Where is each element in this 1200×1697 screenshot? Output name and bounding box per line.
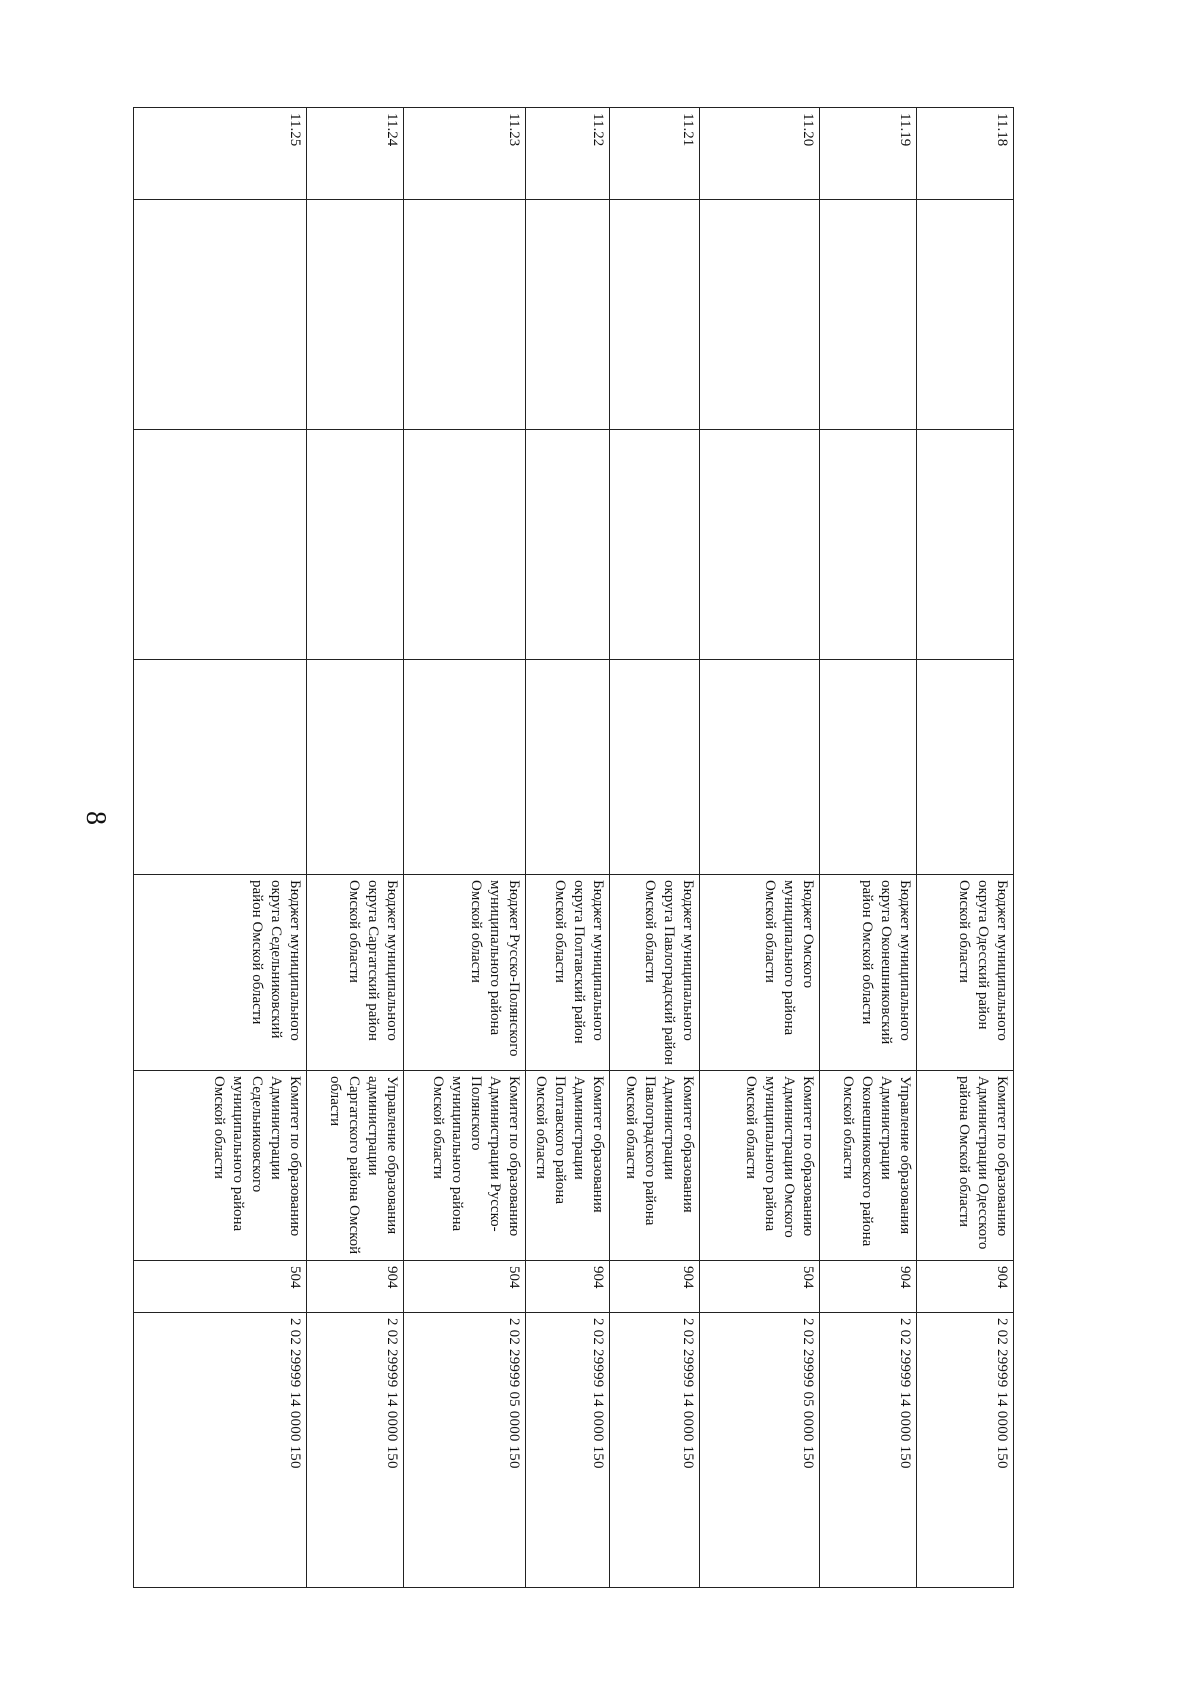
code-cell: 504 (700, 1261, 820, 1313)
table-row (610, 108, 700, 1588)
row-number: 11.24 (307, 108, 404, 200)
empty-cell (820, 430, 917, 660)
empty-cell (134, 200, 307, 430)
empty-cell (307, 660, 404, 875)
code-cell: 904 (820, 1261, 917, 1313)
kbk-cell: 2 02 29999 14 0000 150 (917, 1313, 1014, 1588)
administrator-cell: Комитет по образованию Администрации Седельниковского муниципального района Омской области (134, 1071, 307, 1261)
document-table (133, 107, 1014, 1588)
table-row (526, 108, 610, 1588)
administrator-cell: Комитет образования Администрации Полтавского района Омской области (526, 1071, 610, 1261)
row-number: 11.20 (700, 108, 820, 200)
table-row (700, 108, 820, 1588)
administrator-cell: Комитет по образованию Администрации Русско-Полянского муниципального района Омской области (404, 1071, 526, 1261)
table-row (404, 108, 526, 1588)
row-number: 11.23 (404, 108, 526, 200)
empty-cell (820, 200, 917, 430)
row-number: 11.18 (917, 108, 1014, 200)
administrator-cell: Комитет по образованию Администрации Омского муниципального района Омской области (700, 1071, 820, 1261)
empty-cell (917, 200, 1014, 430)
row-number: 11.22 (526, 108, 610, 200)
kbk-cell: 2 02 29999 14 0000 150 (134, 1313, 307, 1588)
empty-cell (526, 430, 610, 660)
table-row (307, 108, 404, 1588)
empty-cell (700, 430, 820, 660)
page-number: 8 (80, 811, 111, 825)
rotated-table-wrapper (134, 107, 1014, 1587)
budget-cell: Бюджет муниципального округа Оконешниковский район Омской области (820, 875, 917, 1071)
empty-cell (917, 660, 1014, 875)
budget-cell: Бюджет муниципального округа Полтавский район Омской области (526, 875, 610, 1071)
empty-cell (700, 660, 820, 875)
code-cell: 904 (917, 1261, 1014, 1313)
budget-cell: Бюджет Омского муниципального района Омской области (700, 875, 820, 1071)
empty-cell (404, 430, 526, 660)
kbk-cell: 2 02 29999 05 0000 150 (700, 1313, 820, 1588)
empty-cell (134, 430, 307, 660)
kbk-cell: 2 02 29999 05 0000 150 (404, 1313, 526, 1588)
code-cell: 904 (610, 1261, 700, 1313)
empty-cell (134, 660, 307, 875)
empty-cell (307, 200, 404, 430)
kbk-cell: 2 02 29999 14 0000 150 (526, 1313, 610, 1588)
code-cell: 504 (404, 1261, 526, 1313)
budget-cell: Бюджет муниципального округа Одесский район Омской области (917, 875, 1014, 1071)
empty-cell (700, 200, 820, 430)
empty-cell (404, 660, 526, 875)
budget-cell: Бюджет муниципального округа Седельниковский район Омской области (134, 875, 307, 1071)
empty-cell (820, 660, 917, 875)
kbk-cell: 2 02 29999 14 0000 150 (307, 1313, 404, 1588)
empty-cell (917, 430, 1014, 660)
budget-cell: Бюджет муниципального округа Саргатский район Омской области (307, 875, 404, 1071)
administrator-cell: Управление образования Администрации Оконешниковского района Омской области (820, 1071, 917, 1261)
row-number: 11.25 (134, 108, 307, 200)
empty-cell (610, 200, 700, 430)
empty-cell (526, 660, 610, 875)
empty-cell (307, 430, 404, 660)
empty-cell (610, 430, 700, 660)
empty-cell (404, 200, 526, 430)
kbk-cell: 2 02 29999 14 0000 150 (610, 1313, 700, 1588)
administrator-cell: Комитет по образованию Администрации Одесского района Омской области (917, 1071, 1014, 1261)
code-cell: 504 (134, 1261, 307, 1313)
table-row (134, 108, 307, 1588)
table-row (820, 108, 917, 1588)
row-number: 11.21 (610, 108, 700, 200)
row-number: 11.19 (820, 108, 917, 200)
administrator-cell: Комитет образования Администрации Павлоградского района Омской области (610, 1071, 700, 1261)
code-cell: 904 (307, 1261, 404, 1313)
empty-cell (526, 200, 610, 430)
code-cell: 904 (526, 1261, 610, 1313)
budget-cell: Бюджет Русско-Полянского муниципального района Омской области (404, 875, 526, 1071)
kbk-cell: 2 02 29999 14 0000 150 (820, 1313, 917, 1588)
administrator-cell: Управление образования администрации Саргатского района Омской области (307, 1071, 404, 1261)
empty-cell (610, 660, 700, 875)
table-row (917, 108, 1014, 1588)
budget-cell: Бюджет муниципального округа Павлоградский район Омской области (610, 875, 700, 1071)
